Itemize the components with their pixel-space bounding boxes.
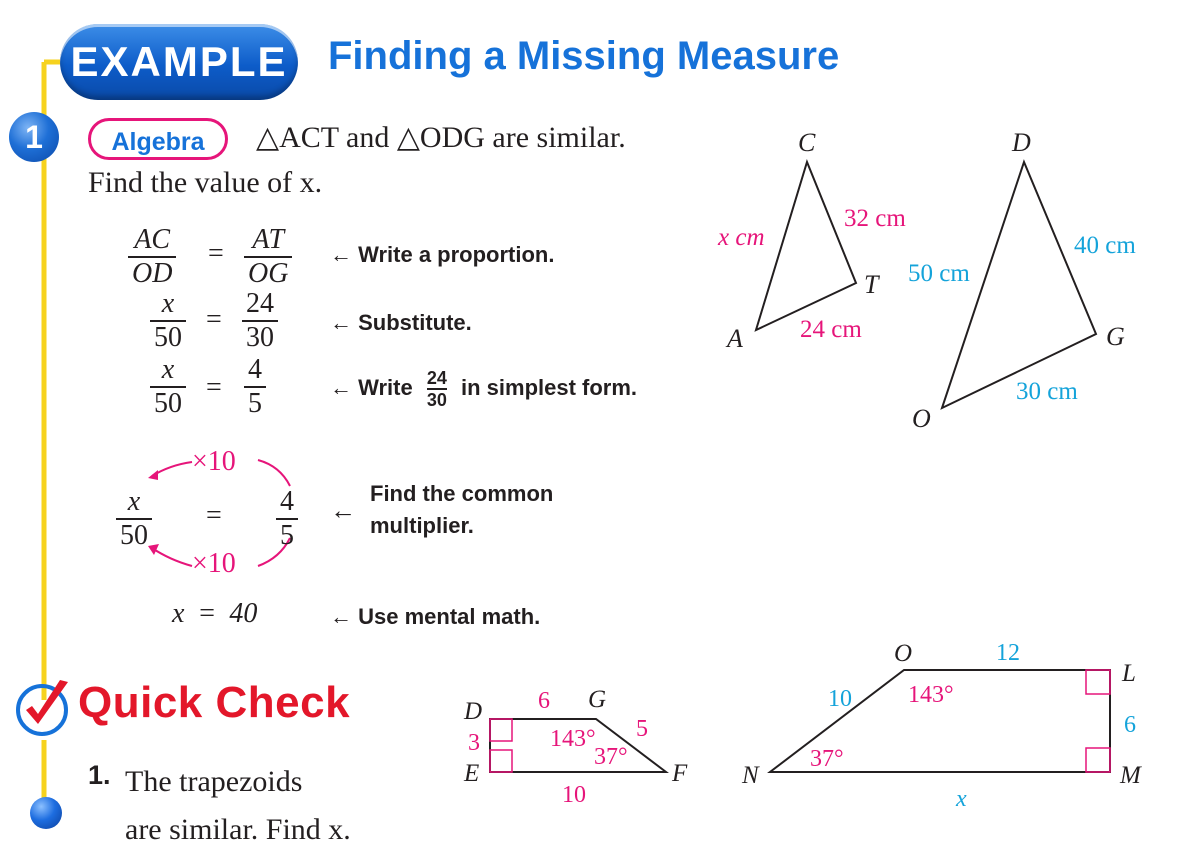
side-og-label: 30 cm bbox=[1016, 378, 1078, 405]
vertex-a-label: A bbox=[727, 324, 743, 353]
problem-statement-line2 bbox=[88, 166, 322, 200]
trap-small-f: F bbox=[672, 760, 688, 787]
step3-note-post: in simplest form. bbox=[461, 374, 638, 400]
step2-rhs-num: 24 bbox=[242, 288, 278, 322]
step4-note-line1: Find the common bbox=[370, 481, 554, 506]
problem-line2-text: Find the value of x. bbox=[88, 166, 323, 199]
step-number-badge: 1 bbox=[9, 112, 59, 162]
step3-note bbox=[330, 368, 637, 410]
step1-lhs-den: OD bbox=[132, 258, 173, 289]
side-do-label: 50 cm bbox=[908, 260, 970, 287]
trap-large-angle-o: 143° bbox=[908, 682, 954, 708]
step1-rhs-den: OG bbox=[248, 258, 289, 289]
step3-note-pre: ← Write bbox=[330, 374, 413, 400]
step2-rhs-fraction bbox=[242, 288, 278, 354]
trap-small-e: E bbox=[464, 760, 480, 787]
step3-rhs-num: 4 bbox=[244, 354, 266, 388]
step3-note-frac-num: 24 bbox=[426, 368, 447, 388]
step1-equals: = bbox=[208, 238, 224, 269]
step4-lhs-fraction bbox=[116, 486, 152, 552]
step3-note-frac-den: 30 bbox=[426, 390, 447, 410]
question-number: 1. bbox=[88, 760, 111, 790]
step2-note: ← Substitute. bbox=[330, 310, 472, 335]
question-line2: are similar. Find x. bbox=[125, 813, 351, 846]
trap-small-angle-f: 37° bbox=[594, 744, 628, 770]
algebra-tag: Algebra bbox=[88, 118, 228, 160]
step2-lhs-num: x bbox=[150, 288, 186, 322]
trap-large-o: O bbox=[894, 640, 913, 667]
step1-rhs-num: AT bbox=[244, 224, 292, 258]
step1-lhs-fraction bbox=[128, 224, 176, 290]
step1-note: ← Write a proportion. bbox=[330, 242, 555, 267]
vertex-g-label: G bbox=[1106, 322, 1125, 351]
trap-large-m: M bbox=[1120, 762, 1141, 789]
side-ca-label: x cm bbox=[718, 224, 765, 251]
step1-lhs-num: AC bbox=[128, 224, 176, 258]
trap-small-d: D bbox=[464, 698, 483, 725]
step4-rhs-fraction bbox=[276, 486, 298, 552]
step1-rhs-fraction bbox=[244, 224, 292, 290]
trap-large-n: N bbox=[742, 762, 759, 789]
question-text bbox=[125, 758, 351, 854]
step2-rhs-den: 30 bbox=[246, 322, 274, 353]
trap-small-top: 6 bbox=[538, 688, 550, 714]
vertex-o-label: O bbox=[912, 404, 931, 433]
trap-small-angle-g: 143° bbox=[550, 726, 596, 752]
trap-large-slant: 10 bbox=[828, 686, 852, 712]
step2-equals: = bbox=[206, 304, 222, 335]
side-at-label: 24 cm bbox=[800, 316, 862, 343]
step3-lhs-den: 50 bbox=[154, 388, 182, 419]
step4-note bbox=[370, 478, 553, 542]
side-dg-label: 40 cm bbox=[1074, 232, 1136, 259]
step4-lhs-den: 50 bbox=[120, 520, 148, 551]
checkmark-icon bbox=[12, 676, 74, 738]
trap-small-g: G bbox=[588, 686, 607, 713]
trap-large-l: L bbox=[1122, 660, 1136, 687]
trap-large-top: 12 bbox=[996, 640, 1020, 666]
trap-large-angle-n: 37° bbox=[810, 746, 844, 772]
step2-lhs-den: 50 bbox=[154, 322, 182, 353]
quick-check-title: Quick Check bbox=[78, 678, 351, 727]
multiplier-top: ×10 bbox=[192, 446, 236, 477]
step3-note-fraction bbox=[427, 368, 447, 410]
step4-note-line2: multiplier. bbox=[370, 513, 474, 538]
step2-lhs-fraction bbox=[150, 288, 186, 354]
step4-rhs-num: 4 bbox=[276, 486, 298, 520]
step4-rhs-den: 5 bbox=[280, 520, 294, 551]
vertex-c-label: C bbox=[798, 128, 816, 157]
step3-lhs-num: x bbox=[150, 354, 186, 388]
step5-note: ← Use mental math. bbox=[330, 604, 541, 629]
step4-lhs-num: x bbox=[116, 486, 152, 520]
problem-line1-text: △ACT and △ODG are similar. bbox=[256, 121, 626, 154]
step3-equals: = bbox=[206, 372, 222, 403]
example-badge: EXAMPLE bbox=[60, 24, 298, 100]
step3-lhs-fraction bbox=[150, 354, 186, 420]
vertex-d-label: D bbox=[1012, 128, 1031, 157]
problem-statement-line1 bbox=[256, 120, 626, 155]
step3-rhs-den: 5 bbox=[248, 388, 262, 419]
trap-small-left: 3 bbox=[468, 730, 480, 756]
trap-small-bottom: 10 bbox=[562, 782, 586, 808]
step4-equals: = bbox=[206, 500, 222, 531]
trap-large-right: 6 bbox=[1124, 712, 1136, 738]
vertex-t-label: T bbox=[864, 270, 879, 299]
question-line1: The trapezoids bbox=[125, 765, 303, 798]
step5-equation: x = 40 bbox=[172, 598, 258, 629]
trap-large-bottom: x bbox=[956, 786, 967, 812]
page-title: Finding a Missing Measure bbox=[328, 34, 840, 78]
side-ct-label: 32 cm bbox=[844, 205, 906, 232]
step4-arrow: ← bbox=[330, 496, 356, 525]
trap-small-slant: 5 bbox=[636, 716, 648, 742]
multiplier-bottom: ×10 bbox=[192, 548, 236, 579]
bullet-ball bbox=[30, 797, 62, 829]
triangle-act bbox=[756, 162, 856, 330]
step3-rhs-fraction bbox=[244, 354, 266, 420]
